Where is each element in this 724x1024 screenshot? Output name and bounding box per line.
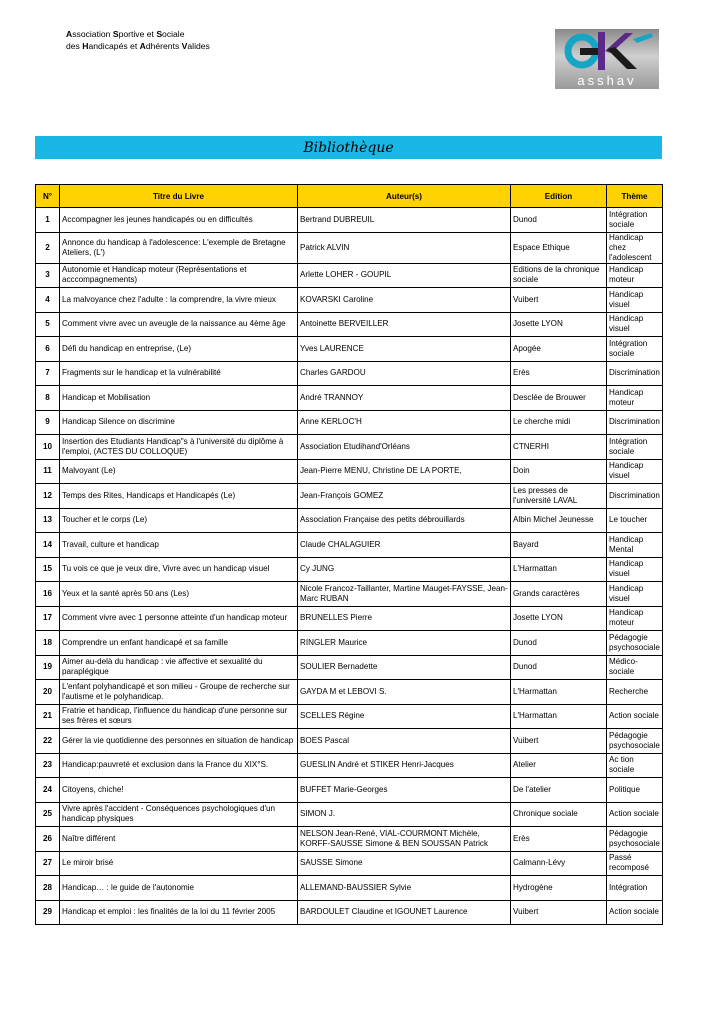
book-number: 7 xyxy=(36,361,60,386)
table-row xyxy=(36,361,663,386)
book-edition: Vuibert xyxy=(511,288,607,313)
book-title: Fratrie et handicap, l'influence du handicap d'une personne sur ses frères et sœurs xyxy=(60,704,298,729)
book-number: 3 xyxy=(36,263,60,288)
book-authors: RINGLER Maurice xyxy=(298,631,511,656)
book-number: 16 xyxy=(36,582,60,607)
book-theme: Handicap visuel xyxy=(607,312,663,337)
book-edition: Vuibert xyxy=(511,900,607,925)
book-theme: Handicap visuel xyxy=(607,557,663,582)
book-number: 18 xyxy=(36,631,60,656)
table-header-row xyxy=(36,185,663,208)
book-theme: Discrimination xyxy=(607,484,663,509)
book-title: Accompagner les jeunes handicapés ou en difficultés xyxy=(60,208,298,233)
book-authors: BOES Pascal xyxy=(298,729,511,754)
book-edition: Erès xyxy=(511,827,607,852)
column-header-theme: Thème xyxy=(607,185,663,208)
table-row xyxy=(36,557,663,582)
book-theme: Ac tion sociale xyxy=(607,753,663,778)
book-title: Le miroir brisé xyxy=(60,851,298,876)
column-header-title: Titre du Livre xyxy=(60,185,298,208)
book-number: 1 xyxy=(36,208,60,233)
book-authors: Association Française des petits débrouillards xyxy=(298,508,511,533)
book-theme: Handicap moteur xyxy=(607,386,663,411)
book-title: La malvoyance chez l'adulte : la comprendre, la vivre mieux xyxy=(60,288,298,313)
table-row xyxy=(36,435,663,460)
book-title: Naître différent xyxy=(60,827,298,852)
book-edition: Dunod xyxy=(511,631,607,656)
book-theme: Politique xyxy=(607,778,663,803)
table-row xyxy=(36,631,663,656)
book-theme: Handicap moteur xyxy=(607,263,663,288)
book-number: 17 xyxy=(36,606,60,631)
page-title: Bibliothèque xyxy=(303,139,394,156)
book-number: 24 xyxy=(36,778,60,803)
book-theme: Le toucher xyxy=(607,508,663,533)
book-theme: Intégration sociale xyxy=(607,337,663,362)
book-authors: BARDOULET Claudine et IGOUNET Laurence xyxy=(298,900,511,925)
book-edition: Calmann-Lévy xyxy=(511,851,607,876)
book-theme: Handicap visuel xyxy=(607,288,663,313)
book-number: 22 xyxy=(36,729,60,754)
book-title: Tu vois ce que je veux dire, Vivre avec un handicap visuel xyxy=(60,557,298,582)
book-theme: Action sociale xyxy=(607,704,663,729)
book-authors: Anne KERLOC'H xyxy=(298,410,511,435)
book-theme: Handicap Mental xyxy=(607,533,663,558)
book-number: 15 xyxy=(36,557,60,582)
book-title: Aimer au-delà du handicap : vie affective et sexualité du paraplégique xyxy=(60,655,298,680)
book-authors: KOVARSKI Caroline xyxy=(298,288,511,313)
table-row xyxy=(36,263,663,288)
book-title: Handicap… : le guide de l'autonomie xyxy=(60,876,298,901)
book-title: L'enfant polyhandicapé et son milieu - Groupe de recherche sur l'autisme et le polyhandicap. xyxy=(60,680,298,705)
organization-line-2: des Handicapés et Adhérents Valides xyxy=(66,40,210,51)
column-header-number: N° xyxy=(36,185,60,208)
table-row xyxy=(36,386,663,411)
table-row xyxy=(36,606,663,631)
book-edition: Editions de la chronique sociale xyxy=(511,263,607,288)
table-row xyxy=(36,508,663,533)
book-edition: Chronique sociale xyxy=(511,802,607,827)
table-row xyxy=(36,582,663,607)
book-title: Insertion des Etudiants Handicap"s à l'université du diplôme à l'emploi, (ACTES DU COLLOQUE) xyxy=(60,435,298,460)
column-header-edition: Edition xyxy=(511,185,607,208)
book-authors: SAUSSE Simone xyxy=(298,851,511,876)
book-edition: Atelier xyxy=(511,753,607,778)
table-row xyxy=(36,802,663,827)
book-edition: Le cherche midi xyxy=(511,410,607,435)
book-edition: Les presses de l'université LAVAL xyxy=(511,484,607,509)
book-authors: Cy JUNG xyxy=(298,557,511,582)
book-title: Comment vivre avec 1 personne atteinte d'un handicap moteur xyxy=(60,606,298,631)
table-row xyxy=(36,655,663,680)
book-edition: L'Harmattan xyxy=(511,704,607,729)
book-number: 20 xyxy=(36,680,60,705)
book-theme: Pédagogie psychosociale xyxy=(607,729,663,754)
table-row xyxy=(36,312,663,337)
organization-line-1: Association Sportive et Sociale xyxy=(66,29,185,39)
book-edition: Grands caractères xyxy=(511,582,607,607)
book-title: Défi du handicap en entreprise, (Le) xyxy=(60,337,298,362)
table-row xyxy=(36,208,663,233)
book-theme: Intégration sociale xyxy=(607,208,663,233)
book-number: 8 xyxy=(36,386,60,411)
book-title: Vivre après l'accident - Conséquences psychologiques d'un handicap physiques xyxy=(60,802,298,827)
table-row xyxy=(36,704,663,729)
book-title: Malvoyant (Le) xyxy=(60,459,298,484)
table-row xyxy=(36,900,663,925)
book-edition: Dunod xyxy=(511,655,607,680)
book-authors: SOULIER Bernadette xyxy=(298,655,511,680)
book-edition: Josette LYON xyxy=(511,312,607,337)
book-title: Yeux et la santé après 50 ans (Les) xyxy=(60,582,298,607)
table-row xyxy=(36,288,663,313)
book-authors: Nicole Francoz-Taillanter, Martine Mauget-FAYSSE, Jean-Marc RUBAN xyxy=(298,582,511,607)
book-edition: Bayard xyxy=(511,533,607,558)
book-title: Annonce du handicap à l'adolescence: L'exemple de Bretagne Ateliers, (L') xyxy=(60,232,298,263)
book-authors: Association Etudihand'Orléans xyxy=(298,435,511,460)
book-edition: Apogée xyxy=(511,337,607,362)
table-row xyxy=(36,484,663,509)
book-authors: BUFFET Marie-Georges xyxy=(298,778,511,803)
book-number: 19 xyxy=(36,655,60,680)
book-number: 25 xyxy=(36,802,60,827)
book-edition: Doin xyxy=(511,459,607,484)
table-row xyxy=(36,337,663,362)
book-authors: Patrick ALVIN xyxy=(298,232,511,263)
book-edition: Erès xyxy=(511,361,607,386)
book-number: 2 xyxy=(36,232,60,263)
book-theme: Intégration sociale xyxy=(607,435,663,460)
book-title: Temps des Rites, Handicaps et Handicapés (Le) xyxy=(60,484,298,509)
book-number: 27 xyxy=(36,851,60,876)
table-body xyxy=(36,208,663,925)
book-number: 21 xyxy=(36,704,60,729)
book-theme: Handicap moteur xyxy=(607,606,663,631)
book-edition: Josette LYON xyxy=(511,606,607,631)
book-number: 9 xyxy=(36,410,60,435)
book-authors: SCELLES Régine xyxy=(298,704,511,729)
table-row xyxy=(36,410,663,435)
table-row xyxy=(36,876,663,901)
table-row xyxy=(36,851,663,876)
book-number: 14 xyxy=(36,533,60,558)
book-edition: L'Harmattan xyxy=(511,680,607,705)
book-theme: Action sociale xyxy=(607,900,663,925)
book-authors: Antoinette BERVEILLER xyxy=(298,312,511,337)
book-number: 5 xyxy=(36,312,60,337)
book-edition: Albin Michel Jeunesse xyxy=(511,508,607,533)
book-title: Autonomie et Handicap moteur (Représentations et acccompagnements) xyxy=(60,263,298,288)
book-authors: SIMON J. xyxy=(298,802,511,827)
book-authors: NELSON Jean-René, VIAL-COURMONT Michèle, KORFF-SAUSSE Simone & BEN SOUSSAN Patrick xyxy=(298,827,511,852)
book-theme: Handicap visuel xyxy=(607,459,663,484)
book-edition: CTNERHI xyxy=(511,435,607,460)
table-row xyxy=(36,459,663,484)
book-number: 23 xyxy=(36,753,60,778)
book-authors: GUESLIN André et STIKER Henri-Jacques xyxy=(298,753,511,778)
table-row xyxy=(36,753,663,778)
book-edition: Espace Ethique xyxy=(511,232,607,263)
book-title: Fragments sur le handicap et la vulnérabilité xyxy=(60,361,298,386)
book-number: 6 xyxy=(36,337,60,362)
book-number: 10 xyxy=(36,435,60,460)
book-title: Handicap:pauvreté et exclusion dans la France du XIX°S. xyxy=(60,753,298,778)
table-row xyxy=(36,778,663,803)
library-table xyxy=(35,184,663,925)
book-authors: Yves LAURENCE xyxy=(298,337,511,362)
book-number: 28 xyxy=(36,876,60,901)
book-theme: Médico-sociale xyxy=(607,655,663,680)
book-edition: L'Harmattan xyxy=(511,557,607,582)
book-edition: Vuibert xyxy=(511,729,607,754)
book-title: Handicap et Mobilisation xyxy=(60,386,298,411)
book-number: 11 xyxy=(36,459,60,484)
book-authors: Jean-François GOMEZ xyxy=(298,484,511,509)
book-edition: Hydrogène xyxy=(511,876,607,901)
book-authors: Claude CHALAGUIER xyxy=(298,533,511,558)
book-theme: Handicap visuel xyxy=(607,582,663,607)
logo-text: asshav xyxy=(577,73,637,88)
book-number: 12 xyxy=(36,484,60,509)
book-number: 26 xyxy=(36,827,60,852)
book-theme: Pédagogie psychosociale xyxy=(607,631,663,656)
table-row xyxy=(36,232,663,263)
asshav-logo xyxy=(555,29,659,89)
organization-name xyxy=(66,29,210,52)
table-row xyxy=(36,827,663,852)
book-title: Handicap Silence on discrimine xyxy=(60,410,298,435)
book-theme: Action sociale xyxy=(607,802,663,827)
book-theme: Discrimination xyxy=(607,361,663,386)
table-row xyxy=(36,729,663,754)
book-authors: Jean-Pierre MENU, Christine DE LA PORTE, xyxy=(298,459,511,484)
book-authors: Bertrand DUBREUIL xyxy=(298,208,511,233)
book-number: 29 xyxy=(36,900,60,925)
table-row xyxy=(36,680,663,705)
book-title: Handicap et emploi : les finalités de la loi du 11 février 2005 xyxy=(60,900,298,925)
book-theme: Passé recomposé xyxy=(607,851,663,876)
column-header-authors: Auteur(s) xyxy=(298,185,511,208)
book-authors: BRUNELLES Pierre xyxy=(298,606,511,631)
book-edition: Desclée de Brouwer xyxy=(511,386,607,411)
book-authors: GAYDA M et LEBOVI S. xyxy=(298,680,511,705)
book-title: Toucher et le corps (Le) xyxy=(60,508,298,533)
book-theme: Recherche xyxy=(607,680,663,705)
title-bar xyxy=(35,136,662,159)
book-title: Travail, culture et handicap xyxy=(60,533,298,558)
table-row xyxy=(36,533,663,558)
book-edition: De l'atelier xyxy=(511,778,607,803)
book-authors: Charles GARDOU xyxy=(298,361,511,386)
book-title: Gérer la vie quotidienne des personnes en situation de handicap xyxy=(60,729,298,754)
book-theme: Pédagogie psychosociale xyxy=(607,827,663,852)
book-title: Comment vivre avec un aveugle de la naissance au 4ème âge xyxy=(60,312,298,337)
book-number: 4 xyxy=(36,288,60,313)
book-theme: Handicap chez l'adolescent xyxy=(607,232,663,263)
book-theme: Discrimination xyxy=(607,410,663,435)
book-authors: ALLEMAND-BAUSSIER Sylvie xyxy=(298,876,511,901)
book-title: Citoyens, chiche! xyxy=(60,778,298,803)
book-number: 13 xyxy=(36,508,60,533)
book-theme: Intégration xyxy=(607,876,663,901)
book-edition: Dunod xyxy=(511,208,607,233)
book-authors: André TRANNOY xyxy=(298,386,511,411)
book-authors: Arlette LOHER - GOUPIL xyxy=(298,263,511,288)
book-title: Comprendre un enfant handicapé et sa famille xyxy=(60,631,298,656)
